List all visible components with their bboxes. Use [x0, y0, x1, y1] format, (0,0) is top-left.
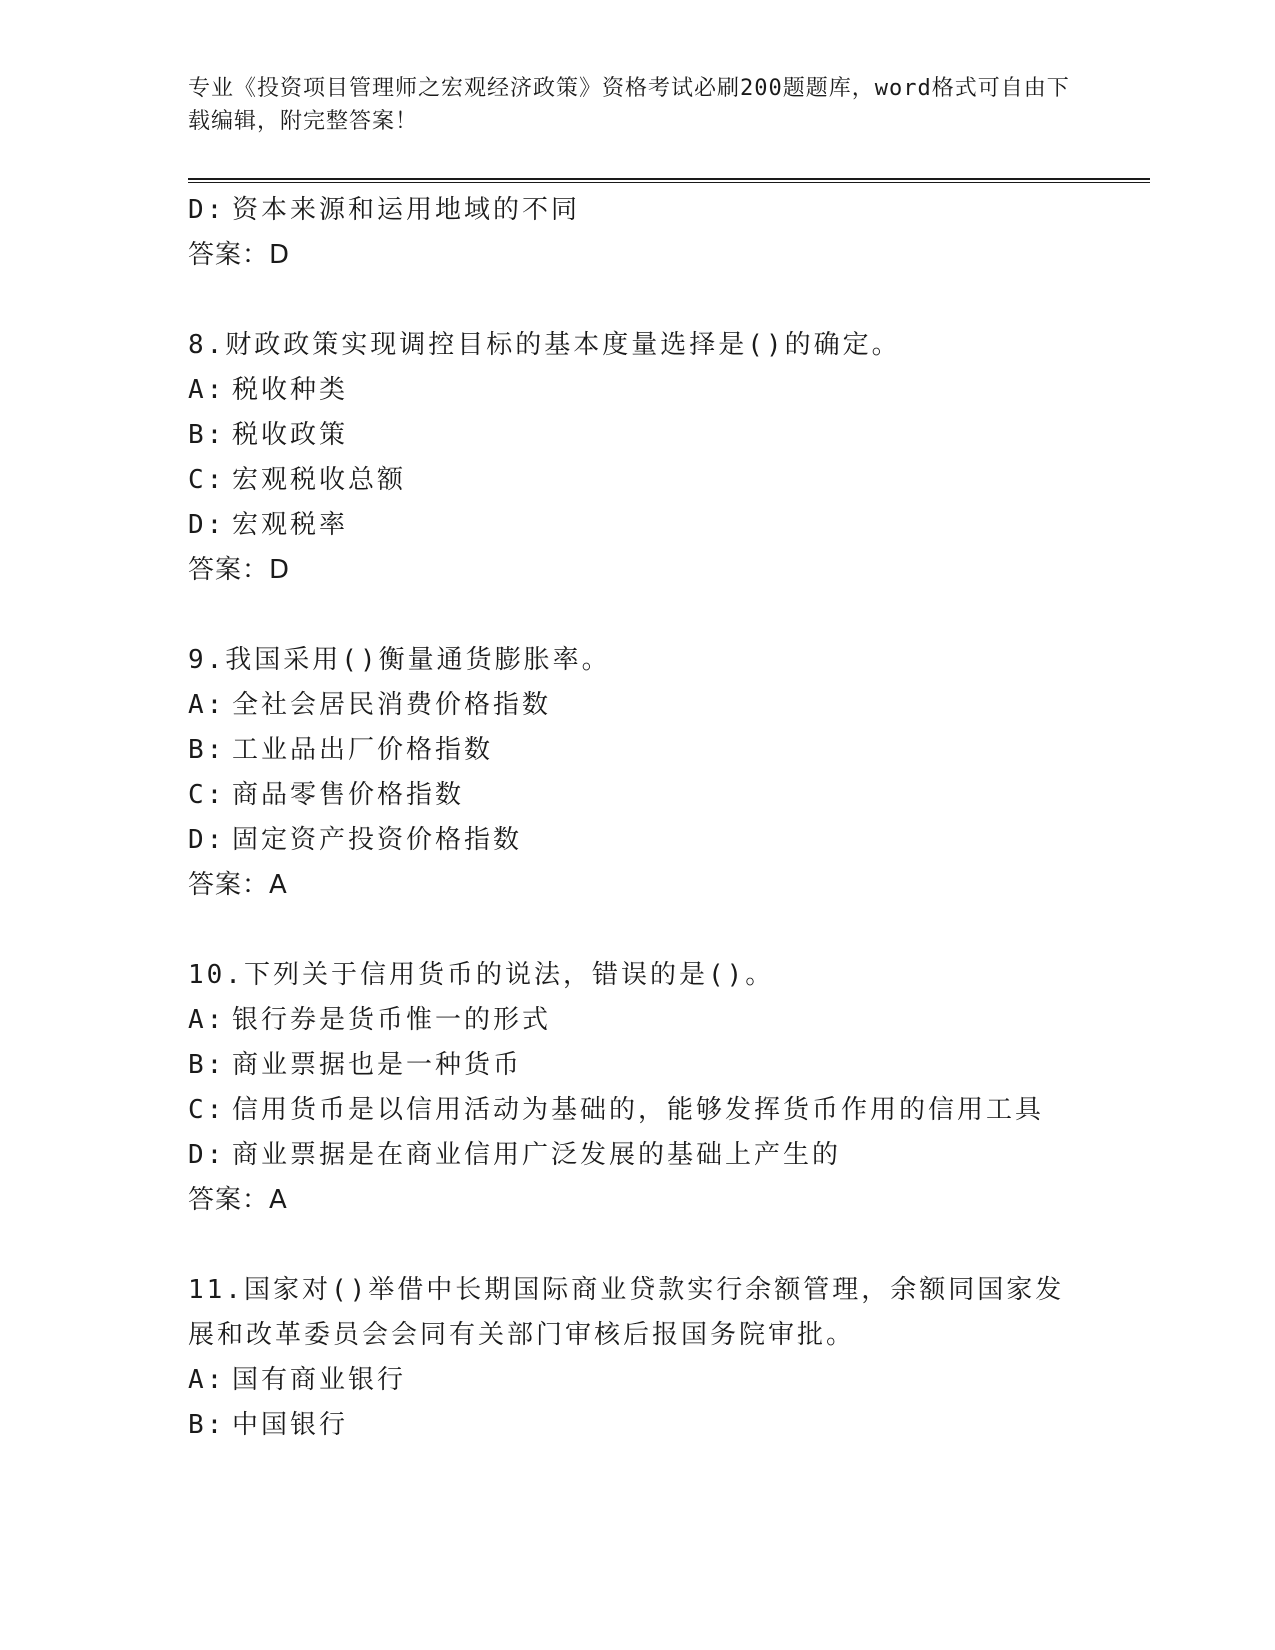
- option-text: 中国银行: [232, 1410, 349, 1440]
- option-text: 工业品出厂价格指数: [232, 735, 494, 765]
- option-text: 资本来源和运用地域的不同: [232, 195, 581, 225]
- option-label: B:: [188, 735, 226, 765]
- question-stem: 10.下列关于信用货币的说法，错误的是()。: [188, 960, 775, 990]
- option-text: 宏观税率: [232, 510, 349, 540]
- option-b: [188, 413, 1148, 458]
- option-b: [188, 1403, 1148, 1448]
- option-a: [188, 683, 1148, 728]
- option-a: [188, 1358, 1148, 1403]
- option-label: A:: [188, 1365, 226, 1395]
- option-text: 税收种类: [232, 375, 349, 405]
- question-stem: 8.财政政策实现调控目标的基本度量选择是()的确定。: [188, 330, 901, 360]
- option-c: [188, 773, 1148, 818]
- answer: 答案：D: [188, 240, 291, 270]
- option-d: [188, 818, 1148, 863]
- option-text: 国有商业银行: [232, 1365, 407, 1395]
- option-d: [188, 1133, 1148, 1178]
- option-label: D:: [188, 825, 226, 855]
- option-label: A:: [188, 375, 226, 405]
- option-text: 全社会居民消费价格指数: [232, 690, 552, 720]
- option-text: 信用货币是以信用活动为基础的，能够发挥货币作用的信用工具: [232, 1095, 1045, 1125]
- option-label: B:: [188, 1050, 226, 1080]
- option-text: 银行券是货币惟一的形式: [232, 1005, 552, 1035]
- option-label: D:: [188, 195, 226, 225]
- header-divider: [188, 178, 1150, 183]
- option-label: A:: [188, 690, 226, 720]
- answer: 答案：D: [188, 555, 291, 585]
- option-label: C:: [188, 1095, 226, 1125]
- option-a: [188, 368, 1148, 413]
- answer: 答案：A: [188, 870, 288, 900]
- option-label: D:: [188, 1140, 226, 1170]
- option-label: C:: [188, 465, 226, 495]
- option-b: [188, 1043, 1148, 1088]
- option-c: [188, 1088, 1148, 1133]
- option-label: B:: [188, 1410, 226, 1440]
- option-label: D:: [188, 510, 226, 540]
- option-text: 宏观税收总额: [232, 465, 407, 495]
- option-label: C:: [188, 780, 226, 810]
- option-label: B:: [188, 420, 226, 450]
- question-stem: 11.国家对()举借中长期国际商业贷款实行余额管理，余额同国家发展和改革委员会会同有关部门审核后报国务院审批。: [188, 1275, 1065, 1350]
- option-text: 商品零售价格指数: [232, 780, 465, 810]
- answer: 答案：A: [188, 1185, 288, 1215]
- option-b: [188, 728, 1148, 773]
- option-text: 税收政策: [232, 420, 349, 450]
- option-text: 商业票据是在商业信用广泛发展的基础上产生的: [232, 1140, 842, 1170]
- option-a: [188, 998, 1148, 1043]
- question-stem: 9.我国采用()衡量通货膨胀率。: [188, 645, 611, 675]
- option-c: [188, 458, 1148, 503]
- option-text: 商业票据也是一种货币: [232, 1050, 523, 1080]
- document-body: [188, 188, 1148, 1448]
- option-label: A:: [188, 1005, 226, 1035]
- option-text: 固定资产投资价格指数: [232, 825, 523, 855]
- page-header: 专业《投资项目管理师之宏观经济政策》资格考试必刷200题题库，word格式可自由下载编辑，附完整答案！: [188, 76, 1070, 134]
- option-d: [188, 188, 1148, 233]
- option-d: [188, 503, 1148, 548]
